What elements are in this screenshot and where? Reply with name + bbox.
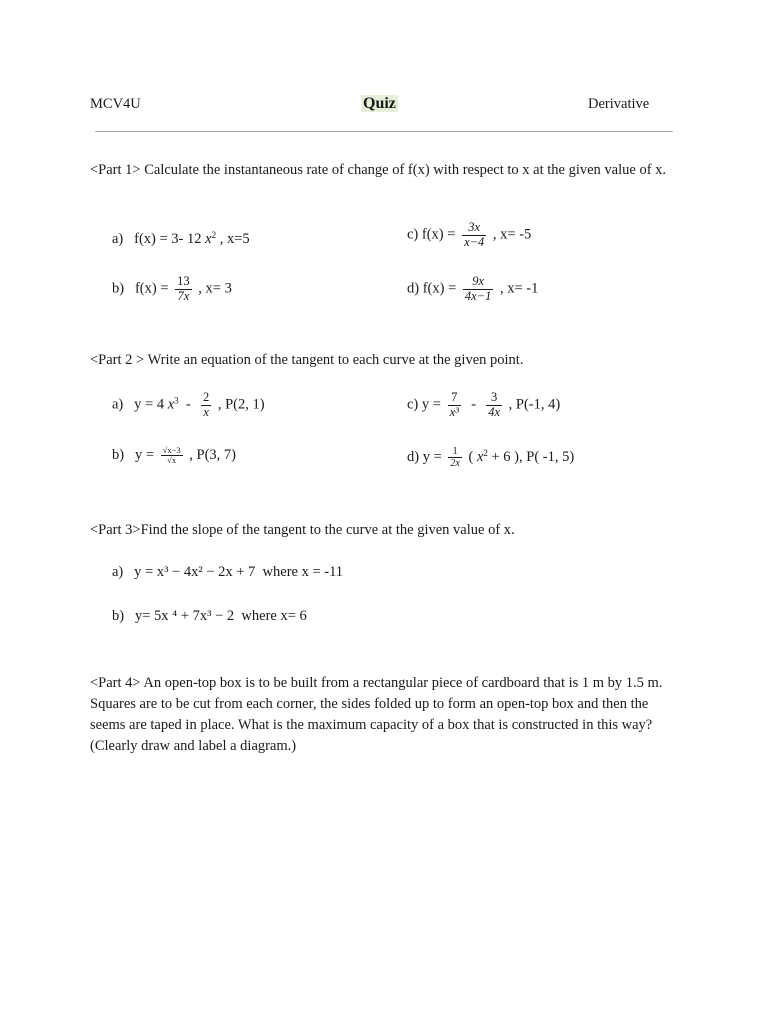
- part1-question-a: a) f(x) = 3- 12 $x^2$ , x=5: [112, 230, 250, 247]
- part2-question-d: d) y = $\frac{1}{2x}$ ( $x^2 + 6$ ), P( -1, 5): [407, 446, 575, 469]
- topic-label: Derivative: [588, 96, 650, 112]
- part2-question-c: c) y = $\frac{7}{\text{x³}}$ - $\frac{3}{4x}$ , P(-1, 4): [407, 390, 561, 419]
- header-divider: [95, 131, 673, 132]
- part3-question-b: b) y= 5x ⁴ + 7x³ − 2 where x= 6: [112, 608, 307, 624]
- fraction: $\frac{√x-3}{√x}$: [162, 445, 181, 466]
- fraction: $\frac{2}{x}$: [202, 390, 210, 419]
- quiz-title: Quiz: [363, 95, 396, 112]
- part3-instructions: <Part 3>Find the slope of the tangent to the curve at the given value of x.: [90, 522, 515, 538]
- part1-instructions: <Part 1> Calculate the instantaneous rate of change of f(x) with respect to x at the given value of x.: [90, 162, 667, 178]
- expression: y = x³ − 4x² − 2x + 7: [134, 564, 256, 580]
- fraction: $\frac{13}{7x}$: [177, 274, 190, 303]
- part1-question-b: b) f(x) = $\frac{13}{7x}$ , x= 3: [112, 274, 232, 303]
- part1-question-d: d) f(x) = $\frac{9x}{4x-1}$ , x= -1: [407, 274, 539, 303]
- page-title: [361, 95, 398, 113]
- part2-question-a: a) y = 4 $x^3$ - $\frac{2}{x}$ , P(2, 1): [112, 390, 265, 419]
- fraction: $\frac{7}{\text{x³}}$: [449, 390, 459, 419]
- part4-problem: <Part 4> An open-top box is to be built from a rectangular piece of cardboard that is 1 m by 1.5 m. Squares are to be cut from each corner, the sides folded up to form an open-top box and then the seems are taped in place. What is the maximum capacity of a box that is constructed in this way? (Clearly draw and label a diagram.): [90, 675, 663, 754]
- question-label: a): [112, 231, 124, 247]
- fraction: $\frac{9x}{4x-1}$: [464, 274, 492, 303]
- fraction: $\frac{3}{4x}$: [488, 390, 501, 419]
- part2-instructions: <Part 2 > Write an equation of the tangent to each curve at the given point.: [90, 352, 524, 368]
- fraction: $\frac{3x}{x-4}$: [464, 220, 485, 249]
- part2-question-b: b) y = $\frac{√x-3}{√x}$ , P(3, 7): [112, 445, 236, 466]
- part1-question-c: c) f(x) = $\frac{3x}{x-4}$ , x= -5: [407, 220, 532, 249]
- course-code: MCV4U: [90, 96, 141, 112]
- part3-question-a: a) y = x³ − 4x² − 2x + 7 where x = -11: [112, 564, 344, 580]
- expression: y= 5x ⁴ + 7x³ − 2: [134, 608, 235, 624]
- fraction: $\frac{1}{2x}$: [450, 446, 460, 469]
